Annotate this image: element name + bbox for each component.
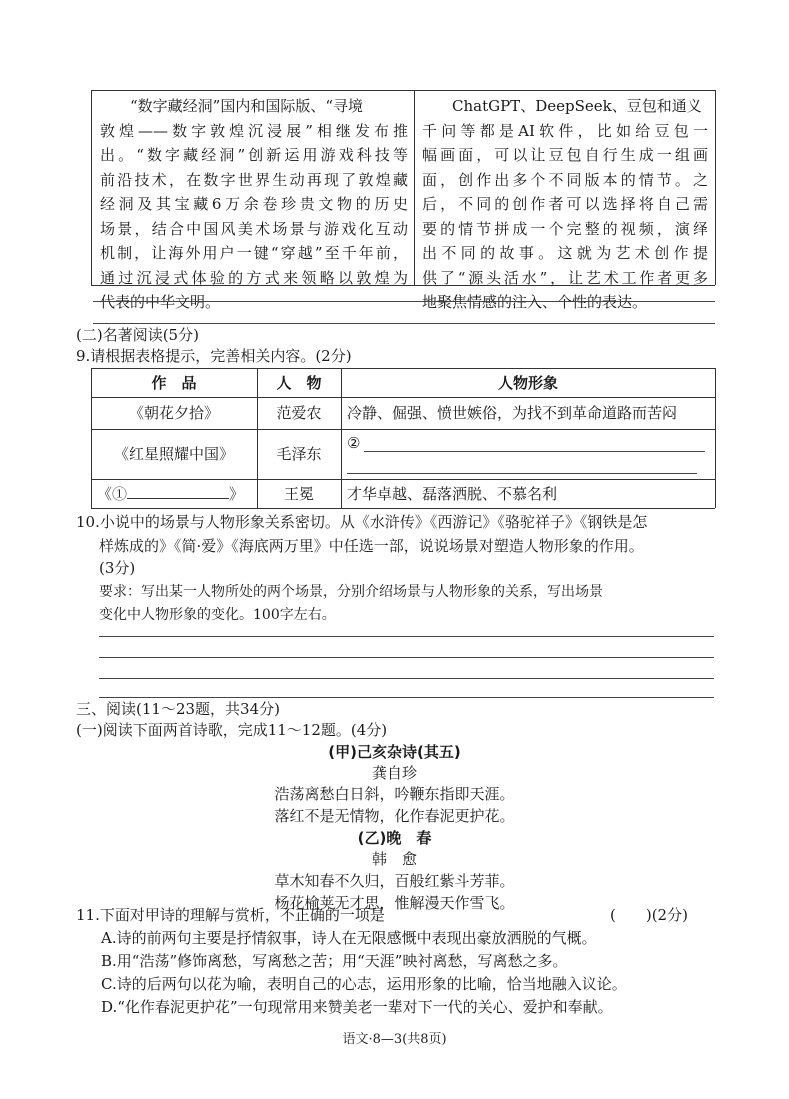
left-line: 出。“数字藏经洞”创新运用游戏科技等	[100, 146, 408, 164]
left-line: 场景，结合中国风美术场景与游戏化互动	[100, 219, 408, 238]
question-9: 9.请根据表格提示，完善相关内容。(2分)	[76, 347, 352, 365]
poem-b-line: 草木知春不久归，百般红紫斗芳菲。	[274, 872, 515, 890]
table-cell-person: 毛泽东	[276, 445, 322, 463]
right-line: 地聚焦情感的注入、个性的表达。	[422, 293, 648, 311]
question-10: (3分)	[99, 559, 136, 577]
poem-a-author: 龚自珍	[371, 764, 417, 782]
left-line: “数字藏经洞”国内和国际版、“寻境	[130, 97, 364, 115]
left-line: 前沿技术，在数字世界生动再现了敦煌藏	[100, 170, 408, 189]
table-header: 作 品	[151, 374, 197, 392]
right-line: 千问等都是AI软件，比如给豆包一	[422, 121, 708, 140]
answer-line[interactable]	[99, 678, 714, 679]
left-line: 代表的中华文明。	[100, 293, 221, 311]
option-a[interactable]: A.诗的前两句主要是抒情叙事，诗人在无限感慨中表现出豪放洒脱的气概。	[101, 929, 597, 947]
answer-blank-1[interactable]	[127, 484, 229, 499]
right-material	[422, 94, 708, 315]
table-cell-work: 《朝花夕拾》	[128, 404, 219, 422]
left-line: 敦煌——数字敦煌沉浸展”相继发布推	[100, 121, 408, 140]
option-d[interactable]: D.“化作春泥更护花”一句现常用来赞美老一辈对下一代的关心、爱护和奉献。	[101, 998, 613, 1016]
poem-a-line: 浩荡离愁白日斜，吟鞭东指即天涯。	[274, 785, 515, 803]
right-line: 供了“源头活水”，让艺术工作者更多	[422, 268, 708, 287]
right-line: ChatGPT、DeepSeek、豆包和通义	[452, 97, 702, 115]
table-cell-work: 《红星照耀中国》	[113, 445, 234, 463]
answer-blank-2[interactable]	[364, 451, 705, 452]
section-heading: (二)名著阅读(5分)	[76, 326, 199, 344]
left-line: 机制，让海外用户一键“穿越”至千年前，	[100, 244, 408, 262]
work-suffix: 》	[229, 485, 245, 503]
right-line: 后，不同的创作者可以选择将自己需	[422, 195, 708, 213]
right-line: 出不同的故事。这就为艺术创作提	[422, 244, 708, 262]
option-c[interactable]: C.诗的后两句以花为喻，表明自己的心志，运用形象的比喻，恰当地融入议论。	[101, 975, 627, 993]
table-header: 人物形象	[497, 374, 558, 392]
left-line: 经洞及其宝藏6万余卷珍贵文物的历史	[100, 195, 408, 213]
table-cell-person: 范爱农	[276, 404, 322, 422]
answer-line[interactable]	[99, 657, 714, 658]
poem-b-author: 韩 愈	[371, 850, 417, 868]
poem-a-line: 落红不是无情物，化作春泥更护花。	[274, 807, 515, 825]
right-line: 面，创作出多个不同版本的情节。之	[422, 170, 708, 189]
table-cell-work	[97, 483, 257, 505]
question-10-requirement: 要求：写出某一人物所处的两个场景，分别介绍场景与人物形象的关系，写出场景	[99, 584, 603, 600]
section-heading: 三、阅读(11～23题，共34分)	[76, 700, 280, 718]
answer-line[interactable]	[93, 301, 715, 302]
table-cell-image: 才华卓越、磊落洒脱、不慕名利	[347, 485, 558, 503]
poem-a-title: (甲)己亥杂诗(其五)	[328, 743, 461, 761]
page-footer: 语文·8—3(共8页)	[342, 1032, 447, 1047]
right-line: 要的情节拼成一个完整的视频，演绎	[422, 219, 708, 238]
answer-bracket[interactable]: ( )(2分)	[610, 906, 688, 924]
table-header: 人 物	[276, 374, 322, 392]
option-b[interactable]: B.用“浩荡”修饰离愁，写离愁之苦；用“天涯”映衬离愁，写离愁之多。	[101, 952, 568, 970]
question-10: 样炼成的》《简·爱》《海底两万里》中任选一部，说说场景对塑造人物形象的作用。	[99, 537, 644, 555]
table-cell-image-blank-label: ②	[347, 434, 361, 452]
table-cell-person: 王冕	[283, 485, 314, 503]
subsection-heading: (一)阅读下面两首诗歌，完成11～12题。(4分)	[76, 721, 388, 739]
question-11-stem: 11.下面对甲诗的理解与赏析，不正确的一项是	[76, 906, 385, 924]
poem-b-line: 杨花榆荚无才思，惟解漫天作雪飞。	[274, 894, 515, 912]
poem-b-title: (乙)晚 春	[357, 829, 432, 847]
question-10: 10.小说中的场景与人物形象关系密切。从《水浒传》《西游记》《骆驼祥子》《钢铁是怎	[76, 513, 648, 531]
question-10-requirement: 变化中人物形象的变化。100字左右。	[99, 607, 336, 623]
answer-line[interactable]	[99, 636, 714, 637]
answer-blank-2[interactable]	[347, 473, 697, 474]
left-line: 通过沉浸式体验的方式来领略以敦煌为	[100, 268, 408, 287]
table-cell-image: 冷静、倔强、愤世嫉俗，为找不到革命道路而苦闷	[347, 404, 678, 422]
work-prefix: 《①	[97, 485, 128, 503]
right-line: 幅画面，可以让豆包自行生成一组画	[422, 146, 708, 164]
left-material	[100, 94, 408, 315]
